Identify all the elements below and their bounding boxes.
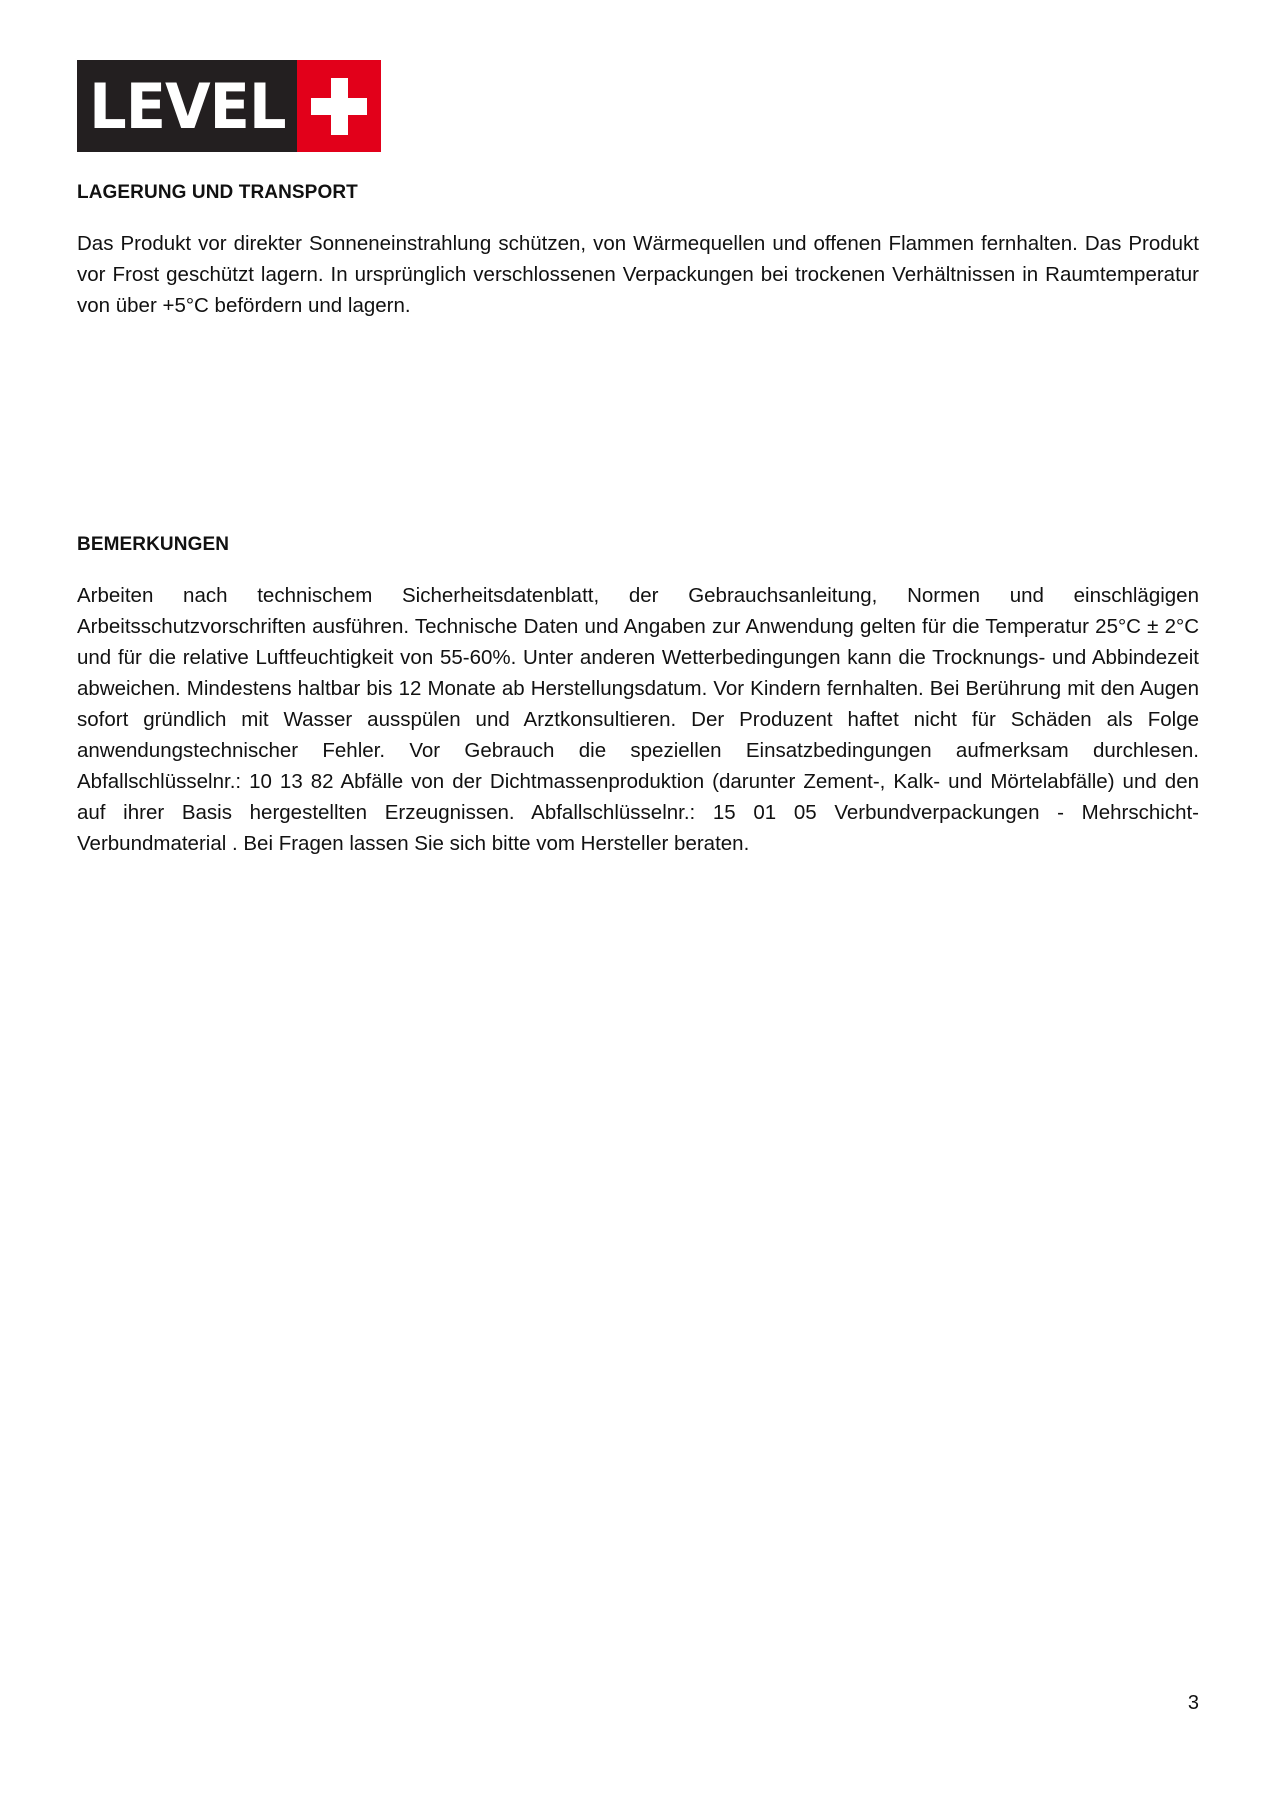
logo-text: LEVEL — [88, 69, 286, 143]
page-number: 3 — [1187, 1692, 1199, 1714]
plus-icon — [297, 60, 381, 152]
section-body-storage: Das Produkt vor direkter Sonneneinstrahlung schützen, von Wärmequellen und offenen Flammen fernhalten. Das Produkt vor Frost geschützt lagern. In ursprünglich verschlossenen Verpackungen bei trockenen Verhältnissen in Raumtemperatur von über +5°C befördern und lagern. — [77, 232, 1199, 317]
section-body-remarks: Arbeiten nach technischem Sicherheitsdatenblatt, der Gebrauchsanleitung, Normen und einschlägigen Arbeitsschutzvorschriften ausführen. Technische Daten und Angaben zur Anwendung gelten für die Temperatur 25°C ± 2°C und für die relative Luftfeuchtigkeit von 55-60%. Unter anderen Wetterbedingungen kann die Trocknungs- und Abbindezeit abweichen. Mindestens haltbar bis 12 Monate ab Herstellungsdatum. Vor Kindern fernhalten. Bei Berührung mit den Augen sofort gründlich mit Wasser ausspülen und Arztkonsultieren. Der Produzent haftet nicht für Schäden als Folge anwendungstechnischer Fehler. Vor Gebrauch die speziellen Einsatzbedingungen aufmerksam durchlesen. Abfallschlüsselnr.: 10 13 82 Abfälle von der Dichtmassenproduktion (darunter Zement-, Kalk- und Mörtelabfälle) und den auf ihrer Basis hergestellten Erzeugnissen. Abfallschlüsselnr.: 15 01 05 Verbundverpackungen - Mehrschicht-Verbundmaterial . Bei Fragen lassen Sie sich bitte vom Hersteller beraten. — [77, 584, 1199, 855]
logo-wordmark — [77, 60, 297, 152]
level-plus-logo — [77, 60, 381, 152]
section-heading-storage: LAGERUNG UND TRANSPORT — [77, 182, 358, 203]
section-heading-remarks: BEMERKUNGEN — [77, 534, 230, 555]
